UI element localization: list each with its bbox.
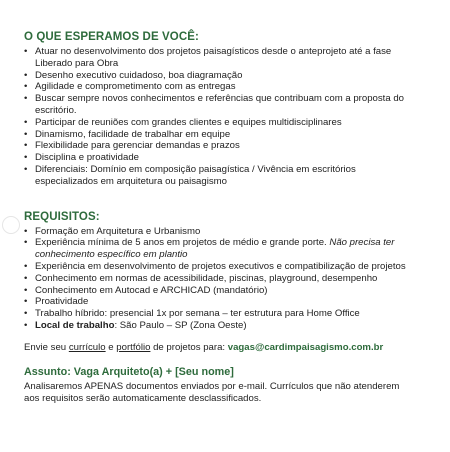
list-item: • Dinamismo, facilidade de trabalhar em equipe (24, 129, 414, 141)
list-item (24, 320, 414, 332)
item-text: Experiência mínima de 5 anos em projetos de médio e grande porte. (35, 237, 330, 249)
item-bold-label: Local de trabalho (35, 319, 115, 331)
requirements-list (24, 226, 414, 332)
list-item: • Flexibilidade para gerenciar demandas e prazos (24, 140, 414, 152)
email-address: vagas@cardimpaisagismo.com.br (227, 341, 384, 353)
subject-line: Assunto: Vaga Arquiteto(a) + [Seu nome] (24, 365, 234, 378)
list-item: • Agilidade e comprometimento com as entregas (24, 81, 414, 93)
disclaimer-note: Analisaremos APENAS documentos enviados por e-mail. Currículos que não atenderem aos requisitos serão automaticamente desclassificados. (24, 380, 400, 404)
list-item: • Participar de reuniões com grandes clientes e equipes multidisciplinares (24, 117, 414, 129)
list-item (24, 237, 414, 261)
section-requirements-heading: REQUISITOS: (24, 210, 100, 223)
list-item: • Trabalho híbrido: presencial 1x por semana – ter estrutura para Home Office (24, 308, 414, 320)
list-item: • Atuar no desenvolvimento dos projetos paisagísticos desde o anteprojeto até a fase Liberado para Obra (24, 46, 414, 70)
expectations-list (24, 46, 414, 188)
section-expectations-heading: O QUE ESPERAMOS DE VOCÊ: (24, 31, 199, 43)
send-middle: de projetos para: (150, 341, 228, 353)
item-italic-note: Não precisa ter conhecimento específico em plantio (35, 237, 395, 261)
list-item: • Buscar sempre novos conhecimentos e referências que contribuam com a proposta do escritório. (24, 93, 414, 117)
send-and: e (105, 341, 117, 353)
portfolio-text: portfólio (116, 341, 151, 353)
send-instructions (24, 342, 414, 354)
send-prefix: Envie seu (24, 341, 69, 353)
job-post (24, 22, 414, 405)
list-item: • Conhecimento em normas de acessibilidade, piscinas, playground, desempenho (24, 273, 414, 285)
list-item: • Formação em Arquitetura e Urbanismo (24, 226, 414, 238)
list-item: • Conhecimento em Autocad e ARCHICAD (mandatório) (24, 285, 414, 297)
carousel-ring-icon (2, 216, 20, 234)
list-item: • Desenho executivo cuidadoso, boa diagramação (24, 70, 414, 82)
item-text: : São Paulo – SP (Zona Oeste) (114, 319, 247, 331)
list-item: • Disciplina e proatividade (24, 152, 414, 164)
list-item: • Proatividade (24, 296, 414, 308)
curriculo-text: currículo (68, 341, 106, 353)
list-item: • Diferenciais: Domínio em composição paisagística / Vivência em escritórios especializados em arquitetura ou paisagismo (24, 164, 414, 188)
list-item: • Experiência em desenvolvimento de projetos executivos e compatibilização de projetos (24, 261, 414, 273)
